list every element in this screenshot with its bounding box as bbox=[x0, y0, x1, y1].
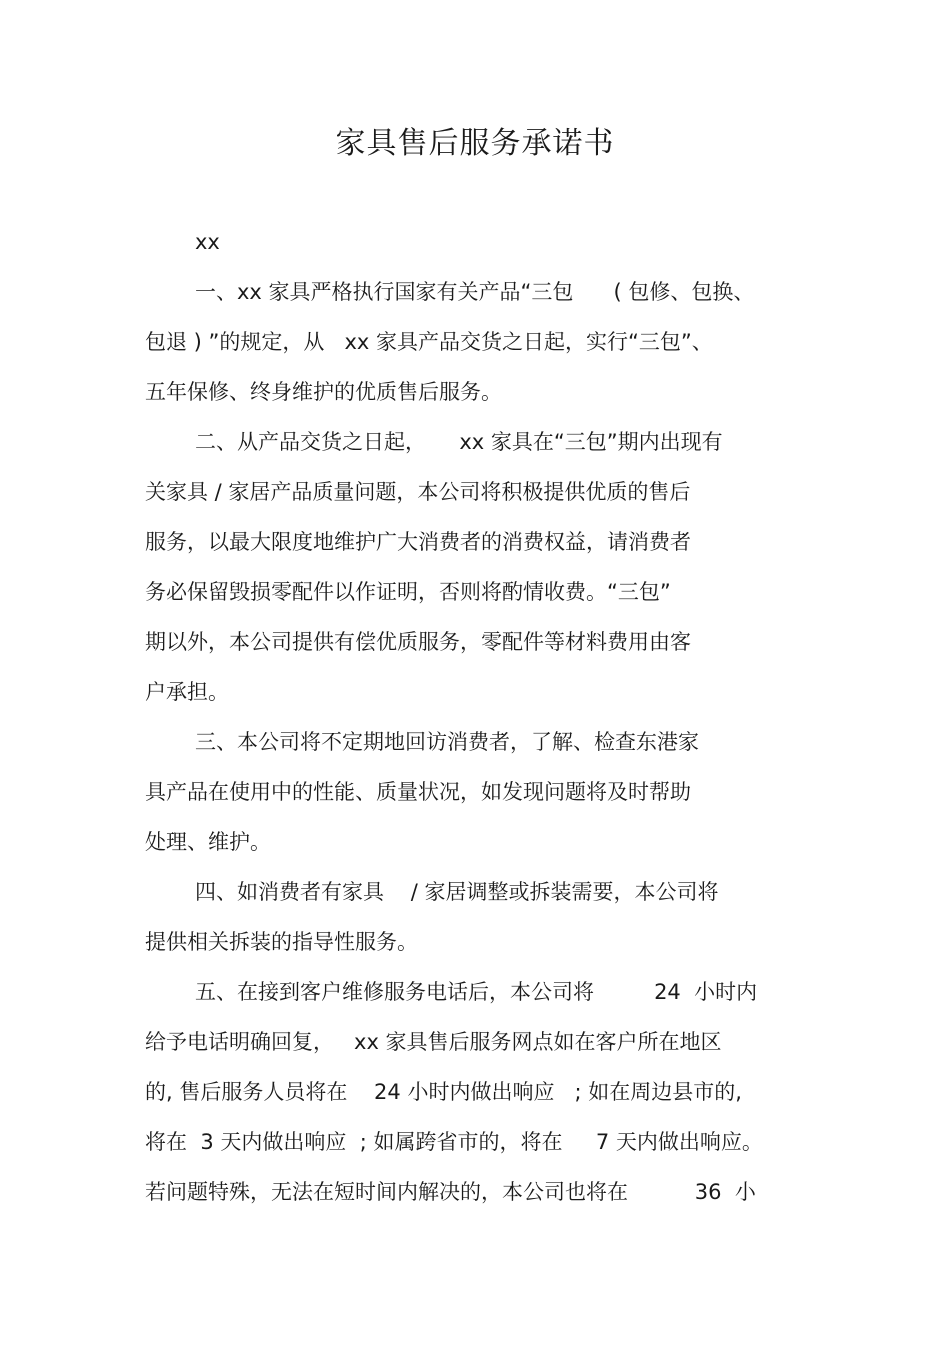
document-title: 家具售后服务承诺书 bbox=[335, 126, 615, 161]
salutation-line: xx bbox=[195, 230, 220, 254]
clause-5-line-5: 若问题特殊，无法在短时间内解决的，本公司也将在 36 小 bbox=[145, 1180, 756, 1204]
clause-3-line-1: 三、本公司将不定期地回访消费者，了解、检查东港家 bbox=[195, 730, 699, 754]
clause-1-line-3: 五年保修、终身维护的优质售后服务。 bbox=[145, 380, 502, 404]
clause-1-line-1: 一、xx 家具严格执行国家有关产品“三包 ( 包修、包换、 bbox=[195, 280, 755, 304]
clause-5-line-1: 五、在接到客户维修服务电话后，本公司将 24 小时内 bbox=[195, 980, 758, 1004]
clause-2-line-3: 服务，以最大限度地维护广大消费者的消费权益，请消费者 bbox=[145, 530, 691, 554]
clause-2-line-6: 户承担。 bbox=[145, 680, 229, 704]
clause-2-line-5: 期以外，本公司提供有偿优质服务，零配件等材料费用由客 bbox=[145, 630, 691, 654]
clause-3-line-2: 具产品在使用中的性能、质量状况，如发现问题将及时帮助 bbox=[145, 780, 691, 804]
clause-4-line-1: 四、如消费者有家具 / 家居调整或拆装需要，本公司将 bbox=[195, 880, 719, 904]
clause-4-line-2: 提供相关拆装的指导性服务。 bbox=[145, 930, 418, 954]
clause-5-line-2: 给予电话明确回复， xx 家具售后服务网点如在客户所在地区 bbox=[145, 1030, 722, 1054]
clause-1-line-2: 包退 ) ”的规定，从 xx 家具产品交货之日起，实行“三包”、 bbox=[145, 330, 713, 354]
clause-2-line-1: 二、从产品交货之日起， xx 家具在“三包”期内出现有 bbox=[195, 430, 723, 454]
clause-3-line-3: 处理、维护。 bbox=[145, 830, 271, 854]
clause-5-line-3: 的, 售后服务人员将在 24 小时内做出响应 ; 如在周边县市的, bbox=[145, 1080, 742, 1104]
clause-2-line-4: 务必保留毁损零配件以作证明，否则将酌情收费。“三包” bbox=[145, 580, 671, 604]
clause-5-line-4: 将在 3 天内做出响应 ; 如属跨省市的，将在 7 天内做出响应。 bbox=[145, 1130, 763, 1154]
clause-2-line-2: 关家具 / 家居产品质量问题，本公司将积极提供优质的售后 bbox=[145, 480, 691, 504]
